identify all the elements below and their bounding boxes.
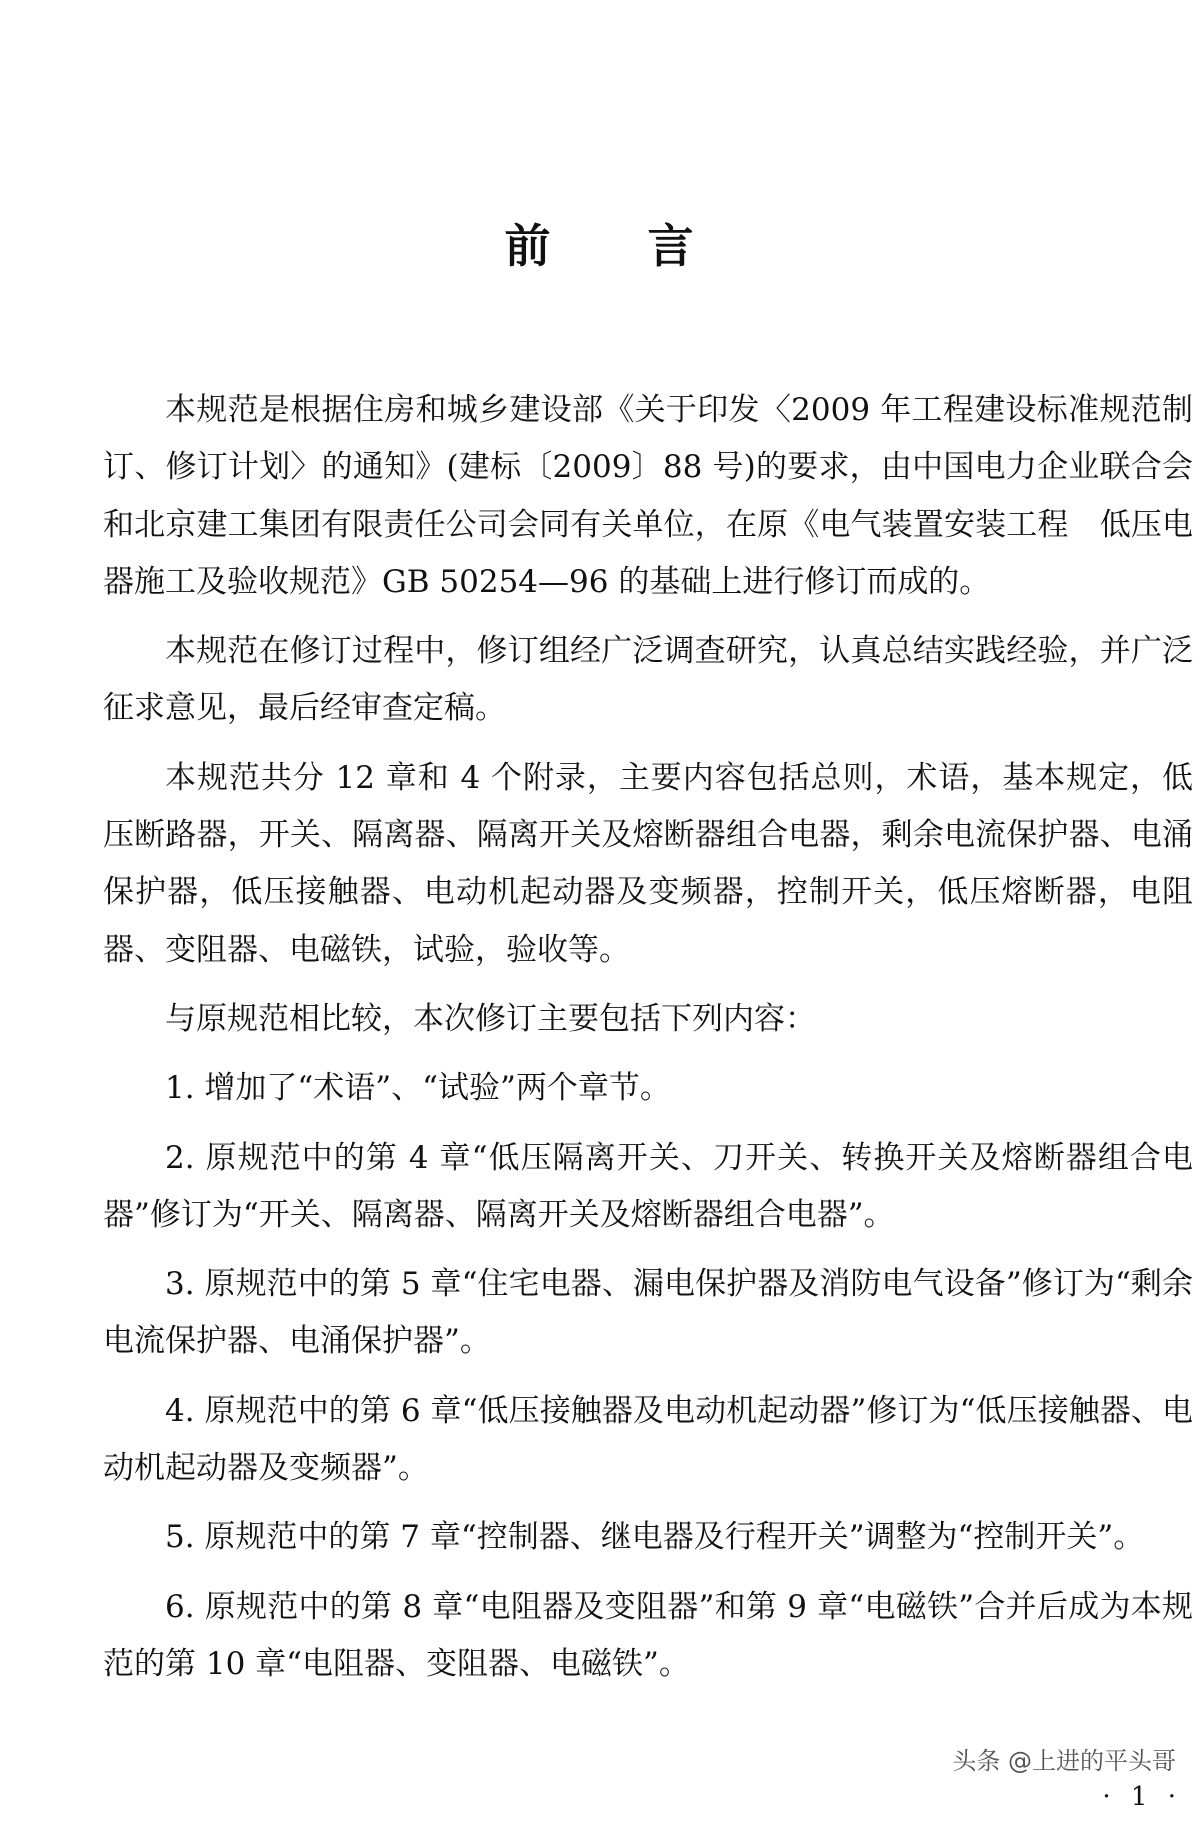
- page-title: [0, 210, 1200, 276]
- title-char-1: 前: [504, 219, 553, 273]
- paragraph: 本规范共分 12 章和 4 个附录，主要内容包括总则，术语，基本规定，低压断路器，开关、隔离器、隔离开关及熔断器组合电器，剩余电流保护器、电涌保护器，低压接触器、电动机起动器及变频器，控制开关，低压熔断器，电阻器、变阻器、电磁铁，试验，验收等。: [103, 759, 1193, 968]
- title-char-2: 言: [647, 219, 696, 273]
- list-item: 3. 原规范中的第 5 章“住宅电器、漏电保护器及消防电气设备”修订为“剩余电流保护器、电涌保护器”。: [103, 1266, 1193, 1360]
- list-item: 4. 原规范中的第 6 章“低压接触器及电动机起动器”修订为“低压接触器、电动机起动器及变频器”。: [103, 1392, 1193, 1487]
- body-text: [103, 382, 1193, 1705]
- paragraph: 本规范在修订过程中，修订组经广泛调查研究，认真总结实践经验，并广泛征求意见，最后经审查定稿。: [103, 633, 1193, 727]
- list-item: 1. 增加了“术语”、“试验”两个章节。: [165, 1070, 671, 1107]
- paragraph: 本规范是根据住房和城乡建设部《关于印发〈2009 年工程建设标准规范制订、修订计划〉的通知》(建标〔2009〕88 号)的要求，由中国电力企业联合会和北京建工集团有限责任公司会同有关单位，在原《电气装置安装工程 低压电器施工及验收规范》GB 50254—96 的基础上进行修订而成的。: [103, 392, 1193, 600]
- page-number: · 1 ·: [1102, 1782, 1182, 1812]
- watermark: 头条 @上进的平头哥: [948, 1741, 1180, 1776]
- list-item: 6. 原规范中的第 8 章“电阻器及变阻器”和第 9 章“电磁铁”合并后成为本规范的第 10 章“电阻器、变阻器、电磁铁”。: [103, 1588, 1193, 1682]
- paragraph: 与原规范相比较，本次修订主要包括下列内容：: [165, 1000, 816, 1037]
- list-item: 2. 原规范中的第 4 章“低压隔离开关、刀开关、转换开关及熔断器组合电器”修订为“开关、隔离器、隔离开关及熔断器组合电器”。: [103, 1139, 1193, 1233]
- list-item: 5. 原规范中的第 7 章“控制器、继电器及行程开关”调整为“控制开关”。: [165, 1519, 1145, 1556]
